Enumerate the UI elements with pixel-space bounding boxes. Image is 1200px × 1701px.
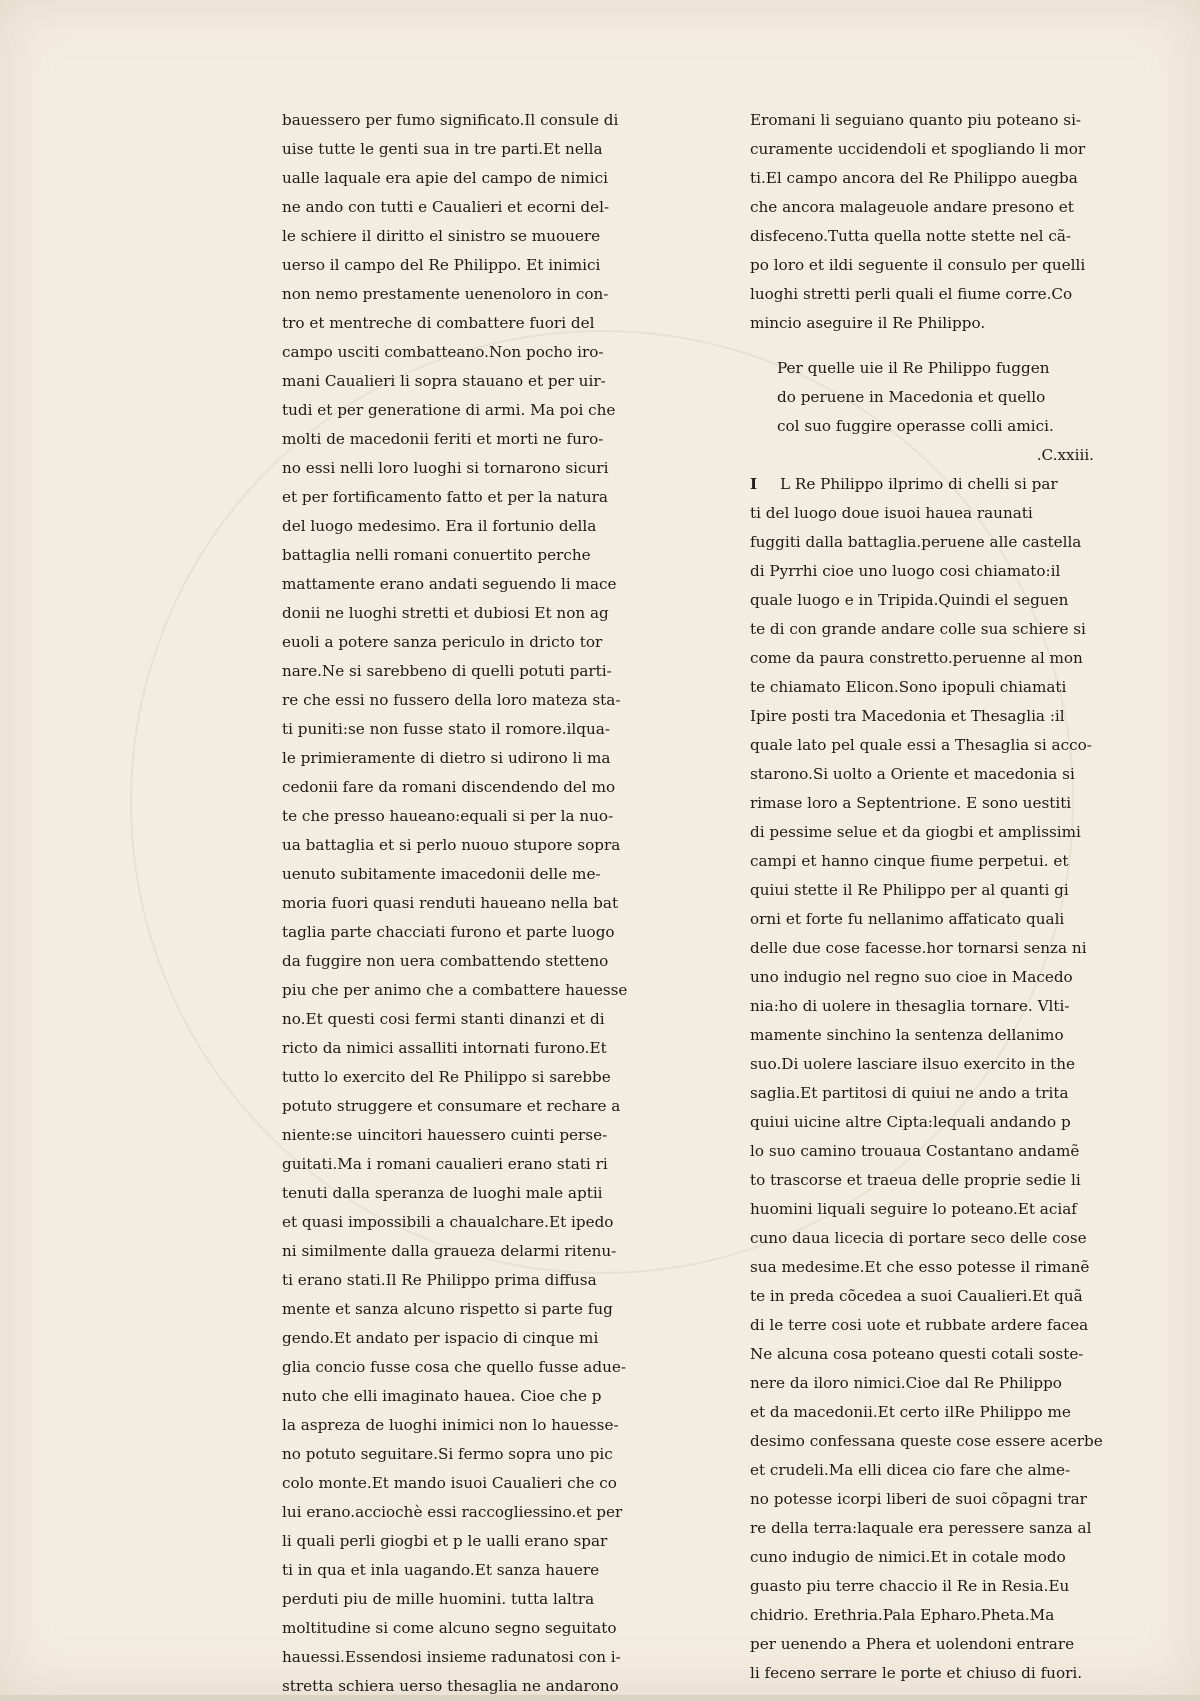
text-line: niente:se uincitori hauessero cuinti perse- bbox=[282, 1126, 608, 1144]
text-line: quale lato pel quale essi a Thesaglia si acco- bbox=[750, 736, 1092, 754]
text-line: huomini liquali seguire lo poteano.Et aciaf bbox=[750, 1200, 1077, 1218]
text-line: quiui uicine altre Cipta:lequali andando p bbox=[750, 1113, 1071, 1131]
text-line: non nemo prestamente uenenoloro in con- bbox=[282, 285, 609, 303]
text-line: nare.Ne si sarebbeno di quelli potuti parti- bbox=[282, 662, 612, 680]
text-line: lo suo camino trouaua Costantano andamẽ bbox=[750, 1142, 1080, 1160]
text-line: re che essi no fussero della loro mateza sta- bbox=[282, 691, 621, 709]
text-line: donii ne luoghi stretti et dubiosi Et non ag bbox=[282, 604, 609, 622]
text-line: ricto da nimici assalliti intornati furono.Et bbox=[282, 1039, 607, 1057]
text-line: te chiamato Elicon.Sono ipopuli chiamati bbox=[750, 678, 1067, 696]
text-line: li feceno serrare le porte et chiuso di fuori. bbox=[750, 1664, 1083, 1682]
text-line: ti.El campo ancora del Re Philippo auegba bbox=[750, 169, 1078, 187]
text-line: no essi nelli loro luoghi si tornarono sicuri bbox=[282, 459, 609, 477]
text-line: che ancora malageuole andare presono et bbox=[750, 198, 1074, 216]
heading-line: do peruene in Macedonia et quello bbox=[777, 388, 1046, 406]
text-line: curamente uccidendoli et spogliando li mor bbox=[750, 140, 1086, 158]
text-line: di le terre cosi uote et rubbate ardere facea bbox=[750, 1316, 1089, 1334]
text-line: uenuto subitamente imacedonii delle me- bbox=[282, 865, 601, 883]
text-line: quiui stette il Re Philippo per al quanti gi bbox=[750, 881, 1069, 899]
text-line: disfeceno.Tutta quella notte stette nel cã- bbox=[750, 227, 1072, 245]
text-line: luoghi stretti perli quali el fiume corre.Co bbox=[750, 285, 1073, 303]
heading-line: col suo fuggire operasse colli amici. bbox=[777, 417, 1054, 435]
text-line: battaglia nelli romani conuertito perche bbox=[282, 546, 591, 564]
text-line: mincio aseguire il Re Philippo. bbox=[750, 314, 986, 332]
text-line: et per fortificamento fatto et per la natura bbox=[282, 488, 608, 506]
drop-initial: I bbox=[750, 475, 758, 493]
text-line: uerso il campo del Re Philippo. Et inimici bbox=[282, 256, 601, 274]
text-line: nere da iloro nimici.Cioe dal Re Philippo bbox=[750, 1374, 1062, 1392]
text-line: mani Caualieri li sopra stauano et per uir- bbox=[282, 372, 606, 390]
right-column-body-text bbox=[750, 499, 1103, 1688]
text-line: Ipire posti tra Macedonia et Thesaglia :il bbox=[750, 707, 1065, 725]
chapter-number: .C.xxiii. bbox=[1036, 446, 1094, 464]
text-line: te che presso haueano:equali si per la nuo- bbox=[282, 807, 614, 825]
text-line: del luogo medesimo. Era il fortunio della bbox=[282, 517, 597, 535]
text-line: cuno daua licecia di portare seco delle cose bbox=[750, 1229, 1087, 1247]
text-line: te in preda cõcedea a suoi Caualieri.Et quã bbox=[750, 1287, 1083, 1305]
text-line: moria fuori quasi renduti haueano nella bat bbox=[282, 894, 619, 912]
text-line: ti erano stati.Il Re Philippo prima diffusa bbox=[282, 1271, 597, 1289]
text-line: delle due cose facesse.hor tornarsi senza ni bbox=[750, 939, 1087, 957]
text-line: di Pyrrhi cioe uno luogo cosi chiamato:il bbox=[750, 562, 1061, 580]
text-line: li quali perli giogbi et p le ualli erano spar bbox=[282, 1532, 608, 1550]
text-line: tro et mentreche di combattere fuori del bbox=[282, 314, 595, 332]
right-column-top-text bbox=[750, 106, 1100, 338]
left-text-column bbox=[282, 106, 682, 1701]
text-line: le primieramente di dietro si udirono li ma bbox=[282, 749, 611, 767]
text-line: come da paura constretto.peruenne al mon bbox=[750, 649, 1083, 667]
text-line: no potesse icorpi liberi de suoi cõpagni trar bbox=[750, 1490, 1087, 1508]
text-line: saglia.Et partitosi di quiui ne ando a trita bbox=[750, 1084, 1069, 1102]
text-line: desimo confessana queste cose essere acerbe bbox=[750, 1432, 1103, 1450]
text-line: mattamente erano andati seguendo li mace bbox=[282, 575, 617, 593]
heading-line: Per quelle uie il Re Philippo fuggen bbox=[777, 359, 1050, 377]
chapter-first-line bbox=[750, 470, 1100, 499]
text-line: lui erano.acciochè essi raccogliessino.et per bbox=[282, 1503, 623, 1521]
text-line: ti puniti:se non fusse stato il romore.ilqua- bbox=[282, 720, 610, 738]
text-line: no.Et questi cosi fermi stanti dinanzi et di bbox=[282, 1010, 605, 1028]
text-line: euoli a potere sanza periculo in dricto tor bbox=[282, 633, 603, 651]
text-line: cedonii fare da romani discendendo del mo bbox=[282, 778, 616, 796]
text-line: da fuggire non uera combattendo stetteno bbox=[282, 952, 609, 970]
text-line: ualle laquale era apie del campo de nimici bbox=[282, 169, 608, 187]
text-line: cuno indugio de nimici.Et in cotale modo bbox=[750, 1548, 1066, 1566]
text-line: orni et forte fu nellanimo affaticato quali bbox=[750, 910, 1065, 928]
text-line: nia:ho di uolere in thesaglia tornare. Vlti- bbox=[750, 997, 1070, 1015]
text-line: uno indugio nel regno suo cioe in Macedo bbox=[750, 968, 1073, 986]
text-line: te di con grande andare colle sua schiere si bbox=[750, 620, 1086, 638]
text-line: campo usciti combatteano.Non pocho iro- bbox=[282, 343, 604, 361]
text-line: taglia parte chacciati furono et parte luogo bbox=[282, 923, 615, 941]
text-line: Ne alcuna cosa poteano questi cotali soste- bbox=[750, 1345, 1084, 1363]
text-line: la aspreza de luoghi inimici non lo hauesse- bbox=[282, 1416, 619, 1434]
text-line: mamente sinchino la sentenza dellanimo bbox=[750, 1026, 1064, 1044]
text-line: perduti piu de mille huomini. tutta laltra bbox=[282, 1590, 595, 1608]
text-line: et quasi impossibili a chaualchare.Et ipedo bbox=[282, 1213, 614, 1231]
text-line: uise tutte le genti sua in tre parti.Et nella bbox=[282, 140, 603, 158]
text-line: campi et hanno cinque fiume perpetui. et bbox=[750, 852, 1069, 870]
chapter-heading bbox=[750, 354, 1100, 441]
text-line: rimase loro a Septentrione. E sono uestiti bbox=[750, 794, 1072, 812]
text-line: no potuto seguitare.Si fermo sopra uno pic bbox=[282, 1445, 613, 1463]
text-line: potuto struggere et consumare et rechare a bbox=[282, 1097, 621, 1115]
text-line: fuggiti dalla battaglia.peruene alle castella bbox=[750, 533, 1082, 551]
text-line: glia concio fusse cosa che quello fusse adue- bbox=[282, 1358, 626, 1376]
text-line: et crudeli.Ma elli dicea cio fare che alme- bbox=[750, 1461, 1071, 1479]
text-line: re della terra:laquale era peressere sanza al bbox=[750, 1519, 1092, 1537]
text-line: le schiere il diritto el sinistro se muouere bbox=[282, 227, 601, 245]
text-line: ne ando con tutti e Caualieri et ecorni del- bbox=[282, 198, 610, 216]
text-line: Eromani li seguiano quanto piu poteano si- bbox=[750, 111, 1082, 129]
first-line-text: L Re Philippo ilprimo di chelli si par bbox=[780, 475, 1058, 493]
text-line: per uenendo a Phera et uolendoni entrare bbox=[750, 1635, 1075, 1653]
text-line: gendo.Et andato per ispacio di cinque mi bbox=[282, 1329, 599, 1347]
text-line: guitati.Ma i romani caualieri erano stati ri bbox=[282, 1155, 608, 1173]
text-line: ti in qua et inla uagando.Et sanza hauere bbox=[282, 1561, 600, 1579]
text-line: quale luogo e in Tripida.Quindi el seguen bbox=[750, 591, 1069, 609]
text-line: suo.Di uolere lasciare ilsuo exercito in the bbox=[750, 1055, 1076, 1073]
right-text-column bbox=[750, 106, 1103, 1688]
text-line: molti de macedonii feriti et morti ne furo- bbox=[282, 430, 604, 448]
text-line: to trascorse et traeua delle proprie sedie li bbox=[750, 1171, 1081, 1189]
text-line: stretta schiera uerso thesaglia ne andarono bbox=[282, 1677, 619, 1695]
text-line: bauessero per fumo significato.Il consule di bbox=[282, 111, 619, 129]
text-line: guasto piu terre chaccio il Re in Resia.Eu bbox=[750, 1577, 1070, 1595]
text-line: chidrio. Erethria.Pala Epharo.Pheta.Ma bbox=[750, 1606, 1055, 1624]
text-line: ua battaglia et si perlo nuouo stupore sopra bbox=[282, 836, 621, 854]
text-line: hauessi.Essendosi insieme radunatosi con i- bbox=[282, 1648, 621, 1666]
text-line: ti del luogo doue isuoi hauea raunati bbox=[750, 504, 1033, 522]
text-line: starono.Si uolto a Oriente et macedonia si bbox=[750, 765, 1075, 783]
text-line: sua medesime.Et che esso potesse il rimanẽ bbox=[750, 1258, 1090, 1276]
text-line: di pessime selue et da giogbi et amplissimi bbox=[750, 823, 1081, 841]
text-line: ni similmente dalla graueza delarmi ritenu- bbox=[282, 1242, 617, 1260]
text-line: tudi et per generatione di armi. Ma poi che bbox=[282, 401, 616, 419]
text-line: colo monte.Et mando isuoi Caualieri che co bbox=[282, 1474, 617, 1492]
text-line: po loro et ildi seguente il consulo per quelli bbox=[750, 256, 1086, 274]
text-line: tutto lo exercito del Re Philippo si sarebbe bbox=[282, 1068, 611, 1086]
text-line: piu che per animo che a combattere hauesse bbox=[282, 981, 628, 999]
text-line: tenuti dalla speranza de luoghi male aptii bbox=[282, 1184, 603, 1202]
text-line: mente et sanza alcuno rispetto si parte fug bbox=[282, 1300, 613, 1318]
text-line: nuto che elli imaginato hauea. Cioe che p bbox=[282, 1387, 602, 1405]
text-line: et da macedonii.Et certo ilRe Philippo me bbox=[750, 1403, 1071, 1421]
text-line: moltitudine si come alcuno segno seguitato bbox=[282, 1619, 617, 1637]
